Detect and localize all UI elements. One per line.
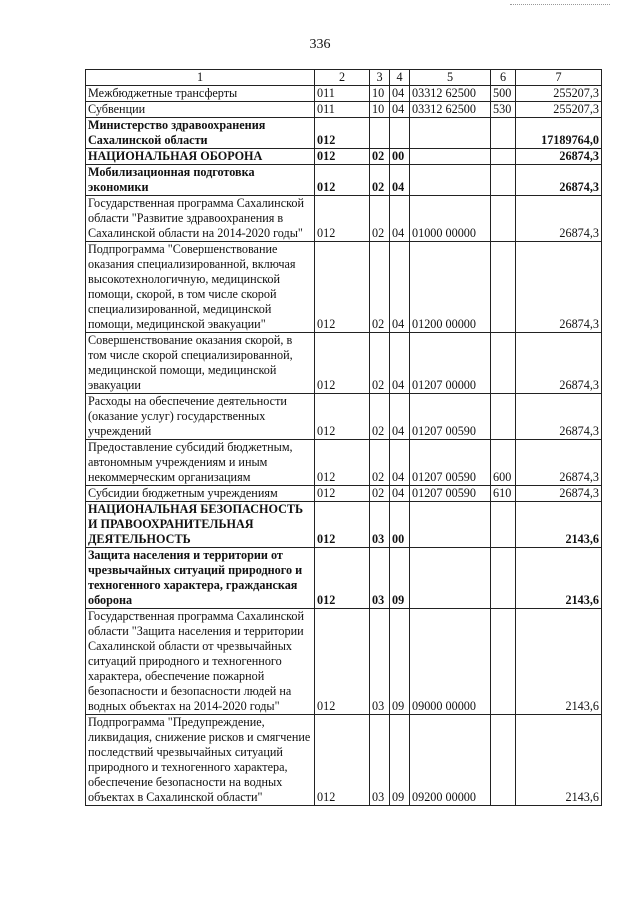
item-name-cell: Государственная программа Сахалинской области "Защита населения и территории Сахалинской области от чрезвычайных ситуаций природного и техногенного характера, обеспечение пожарной безопасности и безопасности людей на водных объектах на 2014-2020 годы" — [86, 609, 315, 715]
subsection-cell: 04 — [390, 102, 410, 118]
expense-type-cell — [491, 149, 516, 165]
item-name-cell: Расходы на обеспечение деятельности (оказание услуг) государственных учреждений — [86, 394, 315, 440]
amount-cell: 2143,6 — [516, 548, 602, 609]
item-name-cell: Субсидии бюджетным учреждениям — [86, 486, 315, 502]
header-cell: 7 — [516, 70, 602, 86]
amount-cell: 26874,3 — [516, 165, 602, 196]
amount-cell: 255207,3 — [516, 86, 602, 102]
header-cell: 2 — [315, 70, 370, 86]
subsection-cell: 04 — [390, 394, 410, 440]
section-cell: 10 — [370, 86, 390, 102]
amount-cell: 17189764,0 — [516, 118, 602, 149]
section-cell: 02 — [370, 196, 390, 242]
subsection-cell: 04 — [390, 486, 410, 502]
subsection-cell: 09 — [390, 715, 410, 806]
expense-type-cell — [491, 548, 516, 609]
section-cell: 03 — [370, 502, 390, 548]
table-row — [86, 715, 602, 806]
ministry-code-cell: 012 — [315, 196, 370, 242]
item-name-cell: Совершенствование оказания скорой, в том числе скорой специализированной, медицинской помощи, медицинской эвакуации — [86, 333, 315, 394]
table-row — [86, 548, 602, 609]
ministry-code-cell: 012 — [315, 333, 370, 394]
amount-cell: 26874,3 — [516, 486, 602, 502]
ministry-code-cell: 012 — [315, 715, 370, 806]
section-cell: 02 — [370, 242, 390, 333]
subsection-cell: 04 — [390, 86, 410, 102]
table-row — [86, 440, 602, 486]
table-row — [86, 394, 602, 440]
item-name-cell: Министерство здравоохранения Сахалинской области — [86, 118, 315, 149]
ministry-code-cell: 012 — [315, 118, 370, 149]
subsection-cell: 04 — [390, 242, 410, 333]
amount-cell: 26874,3 — [516, 196, 602, 242]
ministry-code-cell: 012 — [315, 548, 370, 609]
ministry-code-cell: 012 — [315, 149, 370, 165]
table-row — [86, 196, 602, 242]
subsection-cell: 09 — [390, 548, 410, 609]
expense-type-cell — [491, 502, 516, 548]
budget-table — [85, 69, 602, 806]
header-cell: 3 — [370, 70, 390, 86]
expense-type-cell — [491, 715, 516, 806]
target-article-cell — [410, 548, 491, 609]
expense-type-cell — [491, 333, 516, 394]
subsection-cell: 04 — [390, 333, 410, 394]
target-article-cell: 03312 62500 — [410, 86, 491, 102]
target-article-cell: 01207 00590 — [410, 486, 491, 502]
expense-type-cell — [491, 394, 516, 440]
target-article-cell: 09200 00000 — [410, 715, 491, 806]
section-cell: 02 — [370, 440, 390, 486]
table-row — [86, 333, 602, 394]
item-name-cell: НАЦИОНАЛЬНАЯ БЕЗОПАСНОСТЬ И ПРАВООХРАНИТЕЛЬНАЯ ДЕЯТЕЛЬНОСТЬ — [86, 502, 315, 548]
section-cell: 03 — [370, 609, 390, 715]
section-cell: 03 — [370, 715, 390, 806]
item-name-cell: Подпрограмма "Предупреждение, ликвидация, снижение рисков и смягчение последствий чрезвычайных ситуаций природного и техногенного характера, обеспечение безопасности на водных объектах в Сахалинской области" — [86, 715, 315, 806]
expense-type-cell: 530 — [491, 102, 516, 118]
amount-cell: 2143,6 — [516, 502, 602, 548]
table-row — [86, 242, 602, 333]
ministry-code-cell: 011 — [315, 102, 370, 118]
target-article-cell: 03312 62500 — [410, 102, 491, 118]
subsection-cell: 04 — [390, 196, 410, 242]
table-row — [86, 486, 602, 502]
target-article-cell: 01207 00590 — [410, 394, 491, 440]
item-name-cell: Подпрограмма "Совершенствование оказания специализированной, включая высокотехнологичную, медицинской помощи, скорой, в том числе скорой специализированной, медицинской помощи, медицинской эвакуации" — [86, 242, 315, 333]
target-article-cell — [410, 149, 491, 165]
section-cell: 02 — [370, 394, 390, 440]
target-article-cell — [410, 165, 491, 196]
target-article-cell: 01207 00000 — [410, 333, 491, 394]
item-name-cell: НАЦИОНАЛЬНАЯ ОБОРОНА — [86, 149, 315, 165]
subsection-cell: 00 — [390, 502, 410, 548]
section-cell: 02 — [370, 486, 390, 502]
header-cell: 6 — [491, 70, 516, 86]
item-name-cell: Межбюджетные трансферты — [86, 86, 315, 102]
item-name-cell: Государственная программа Сахалинской области "Развитие здравоохранения в Сахалинской области на 2014-2020 годы" — [86, 196, 315, 242]
amount-cell: 26874,3 — [516, 333, 602, 394]
section-cell: 10 — [370, 102, 390, 118]
expense-type-cell — [491, 609, 516, 715]
ministry-code-cell: 012 — [315, 609, 370, 715]
subsection-cell: 04 — [390, 440, 410, 486]
target-article-cell — [410, 502, 491, 548]
table-row — [86, 102, 602, 118]
ministry-code-cell: 012 — [315, 440, 370, 486]
page-number: 336 — [309, 37, 331, 52]
subsection-cell: 09 — [390, 609, 410, 715]
item-name-cell: Мобилизационная подготовка экономики — [86, 165, 315, 196]
section-cell: 02 — [370, 165, 390, 196]
expense-type-cell: 500 — [491, 86, 516, 102]
table-row — [86, 609, 602, 715]
amount-cell: 26874,3 — [516, 242, 602, 333]
table-row — [86, 502, 602, 548]
ministry-code-cell: 011 — [315, 86, 370, 102]
amount-cell: 26874,3 — [516, 394, 602, 440]
section-cell: 02 — [370, 149, 390, 165]
expense-type-cell — [491, 242, 516, 333]
ministry-code-cell: 012 — [315, 502, 370, 548]
header-cell: 4 — [390, 70, 410, 86]
amount-cell: 2143,6 — [516, 715, 602, 806]
amount-cell: 2143,6 — [516, 609, 602, 715]
amount-cell: 26874,3 — [516, 440, 602, 486]
target-article-cell: 01200 00000 — [410, 242, 491, 333]
subsection-cell — [390, 118, 410, 149]
ministry-code-cell: 012 — [315, 165, 370, 196]
target-article-cell: 01207 00590 — [410, 440, 491, 486]
amount-cell: 255207,3 — [516, 102, 602, 118]
item-name-cell: Предоставление субсидий бюджетным, автономным учреждениям и иным некоммерческим организациям — [86, 440, 315, 486]
header-cell: 5 — [410, 70, 491, 86]
ministry-code-cell: 012 — [315, 394, 370, 440]
scan-corner-mark — [510, 4, 610, 6]
ministry-code-cell: 012 — [315, 242, 370, 333]
table-row — [86, 118, 602, 149]
header-cell: 1 — [86, 70, 315, 86]
item-name-cell: Защита населения и территории от чрезвычайных ситуаций природного и техногенного характера, гражданская оборона — [86, 548, 315, 609]
table-row — [86, 86, 602, 102]
subsection-cell: 04 — [390, 165, 410, 196]
expense-type-cell — [491, 118, 516, 149]
item-name-cell: Субвенции — [86, 102, 315, 118]
section-cell: 02 — [370, 333, 390, 394]
expense-type-cell: 600 — [491, 440, 516, 486]
table-row — [86, 165, 602, 196]
table-row — [86, 149, 602, 165]
section-cell — [370, 118, 390, 149]
header-row — [86, 70, 602, 86]
target-article-cell: 01000 00000 — [410, 196, 491, 242]
expense-type-cell — [491, 165, 516, 196]
expense-type-cell — [491, 196, 516, 242]
target-article-cell — [410, 118, 491, 149]
ministry-code-cell: 012 — [315, 486, 370, 502]
subsection-cell: 00 — [390, 149, 410, 165]
section-cell: 03 — [370, 548, 390, 609]
amount-cell: 26874,3 — [516, 149, 602, 165]
expense-type-cell: 610 — [491, 486, 516, 502]
target-article-cell: 09000 00000 — [410, 609, 491, 715]
